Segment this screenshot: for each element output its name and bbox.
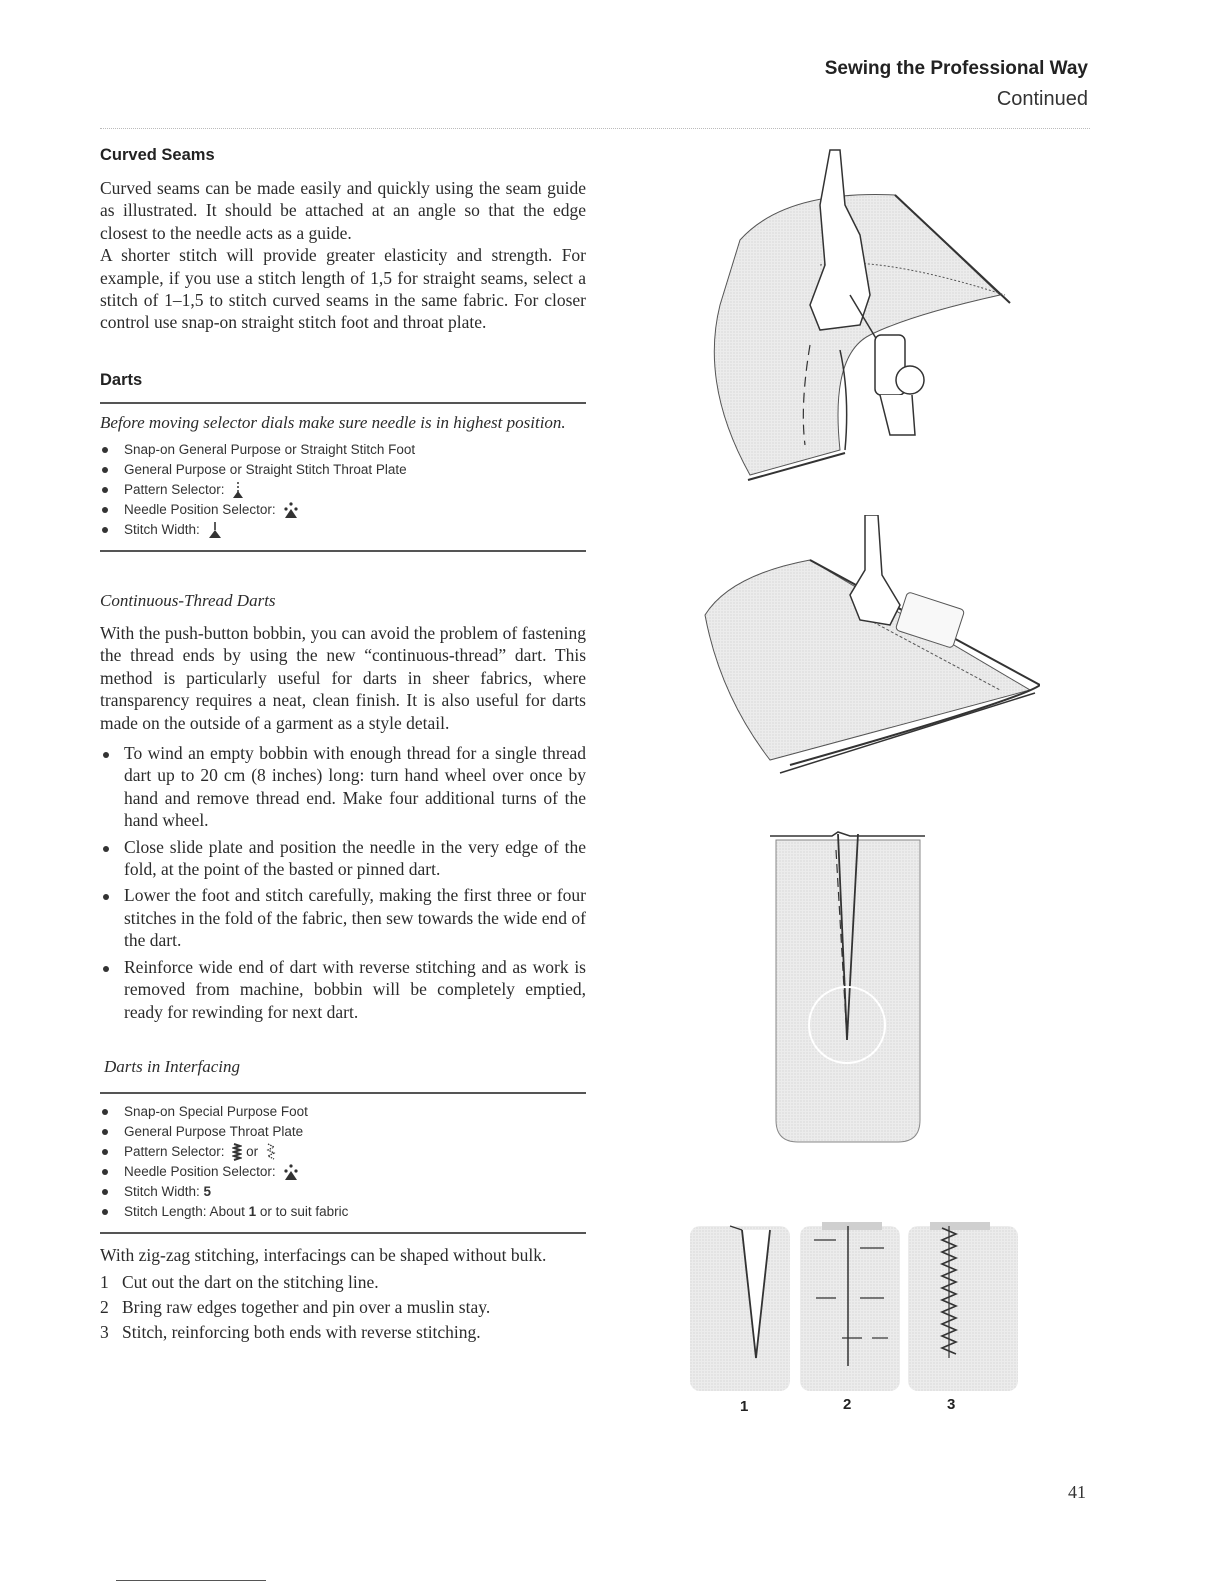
curved-seams-paragraph-2: A shorter stitch will provide greater elasticity and strength. For example, if you use a stitch length of 1,5 for straight seams, select a stitch of 1–1,5 to stitch curved seams in the same fabric. For closer control use snap-on straight stitch foot and throat plate. — [100, 245, 586, 333]
curved-seams-paragraph: Curved seams can be made easily and quickly using the seam guide as illustrated. It should be attached at an angle so that the edge closest to the needle acts as a guide. — [100, 178, 586, 243]
multi-zigzag-icon — [266, 1143, 276, 1161]
interfacing-intro: With zig-zag stitching, interfacings can be shaped without bulk. — [100, 1245, 547, 1265]
list-item: Snap-on Special Purpose Foot — [100, 1102, 586, 1122]
figure-label: 1 — [740, 1398, 749, 1415]
list-item: Snap-on General Purpose or Straight Stitch Foot — [100, 440, 586, 460]
interfacing-heading: Darts in Interfacing — [104, 1057, 240, 1076]
list-item: Stitch Length: About 1 or to suit fabric — [100, 1202, 586, 1222]
stitch-width-icon — [208, 521, 222, 539]
page-title: Sewing the Professional Way — [824, 58, 1088, 79]
center-needle-icon — [283, 1163, 299, 1181]
page-subtitle: Continued — [996, 88, 1088, 110]
list-item: To wind an empty bobbin with enough thread for a single thread dart up to 20 cm (8 inches) long: turn hand wheel over once by hand and remove thread end. Make four additional turns of the hand wheel. — [100, 742, 586, 832]
darts-settings-list — [100, 440, 586, 540]
list-item: Pattern Selector: or — [100, 1142, 586, 1162]
list-item: Close slide plate and position the needle in the very edge of the fold, at the point of the basted or pinned dart. — [100, 836, 586, 881]
list-item: 3 Stitch, reinforcing both ends with reverse stitching. — [100, 1322, 481, 1343]
list-item: Needle Position Selector: — [100, 1162, 586, 1182]
straight-stitch-icon — [232, 481, 244, 499]
list-item: Stitch Width: 5 — [100, 1182, 586, 1202]
zigzag-stitch-icon — [232, 1143, 242, 1161]
list-item: Lower the foot and stitch carefully, making the first three or four stitches in the fold of the fabric, then sew towards the wide end of the dart. — [100, 884, 586, 951]
interfacing-settings-list — [100, 1102, 586, 1222]
interfacing-rule-top — [100, 1092, 586, 1094]
list-item: 2 Bring raw edges together and pin over a muslin stay. — [100, 1297, 491, 1318]
darts-note: Before moving selector dials make sure needle is in highest position. — [100, 413, 566, 432]
continuous-dart-illustration — [700, 515, 1040, 775]
interfacing-section — [100, 1056, 586, 1345]
dart-diagram — [770, 830, 930, 1145]
center-needle-icon — [283, 501, 299, 519]
curved-seams-heading: Curved Seams — [100, 146, 215, 164]
page-number: 41 — [1068, 1482, 1086, 1502]
continuous-thread-section — [100, 590, 586, 1027]
list-item: General Purpose Throat Plate — [100, 1122, 586, 1142]
interfacing-dart-diagrams — [690, 1218, 1020, 1393]
continuous-thread-steps — [100, 742, 586, 1023]
curved-seam-illustration — [700, 145, 1030, 495]
curved-seams-section — [100, 146, 586, 334]
list-item: Needle Position Selector: — [100, 500, 586, 520]
list-item: 1 Cut out the dart on the stitching line. — [100, 1272, 379, 1293]
list-item: Reinforce wide end of dart with reverse stitching and as work is removed from machine, bobbin will be completely emptied, ready for rewinding for next dart. — [100, 956, 586, 1023]
darts-section — [100, 371, 586, 552]
interfacing-steps — [100, 1270, 586, 1345]
list-item: General Purpose or Straight Stitch Throat Plate — [100, 460, 586, 480]
list-item: Pattern Selector: — [100, 480, 586, 500]
list-item: Stitch Width: — [100, 520, 586, 540]
darts-heading: Darts — [100, 371, 143, 389]
figure-label: 3 — [947, 1396, 956, 1413]
footer-rule — [116, 1580, 266, 1581]
figure-label: 2 — [843, 1396, 852, 1413]
interfacing-rule-bottom — [100, 1232, 586, 1234]
darts-rule-top — [100, 402, 586, 404]
continuous-thread-paragraph: With the push-button bobbin, you can avoid the problem of fastening the thread ends by using the new “continuous-thread” dart. This method is particularly useful for darts in sheer fabrics, where transparency requires a neat, clean finish. It is also useful for darts made on the outside of a garment as a style detail. — [100, 623, 586, 733]
darts-rule-bottom — [100, 550, 586, 552]
continuous-thread-heading: Continuous-Thread Darts — [100, 591, 276, 610]
header-divider — [100, 128, 1090, 129]
